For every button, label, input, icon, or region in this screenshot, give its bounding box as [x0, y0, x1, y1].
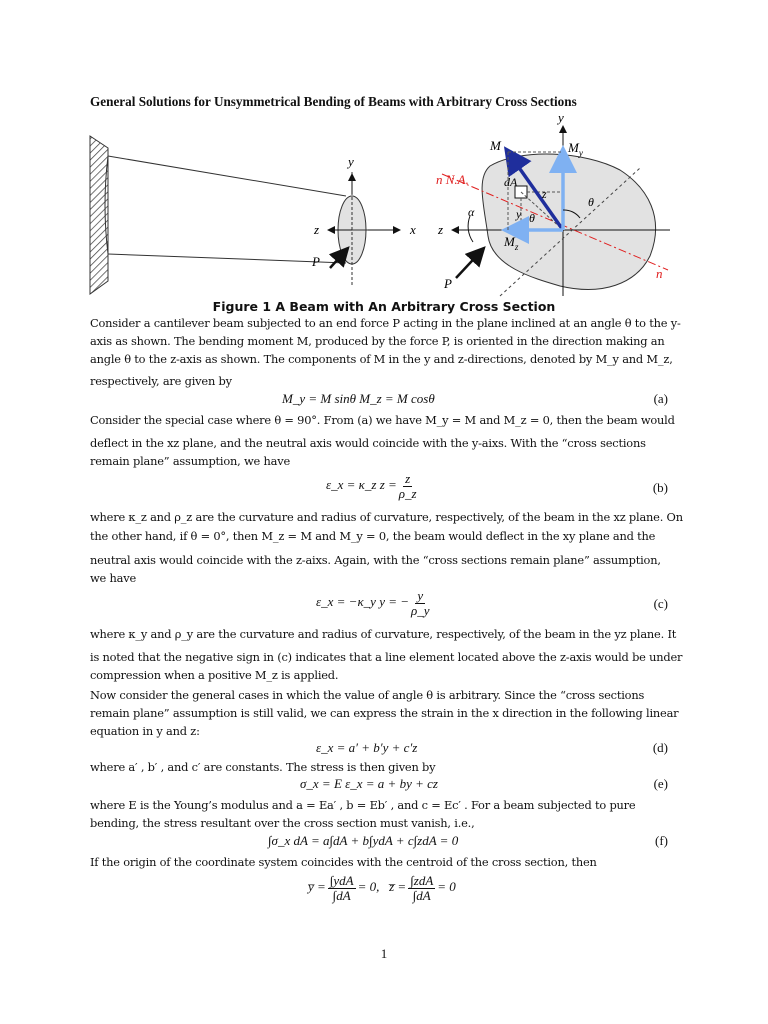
- label-z-right: z: [438, 222, 444, 237]
- page-title: General Solutions for Unsymmetrical Bending of Beams with Arbitrary Cross Sections: [90, 94, 577, 109]
- label-x-left: x: [410, 222, 416, 237]
- paragraph-line: axis as shown. The bending moment M, produced by the force P, is oriented in the direction making an: [90, 334, 665, 348]
- label-y-right: y: [558, 110, 564, 125]
- equation-e: σ_x = E ε_x = a + by + cz: [300, 776, 438, 791]
- label-n: n: [656, 266, 663, 281]
- paragraph-line: bending, the stress resultant over the cross section must vanish, i.e.,: [90, 816, 475, 830]
- paragraph-line: is noted that the negative sign in (c) indicates that a line element located above the z-axis would be under: [90, 650, 683, 664]
- equation-centroid: y̅ = $\frac{\text{∫ydA}}{\int dA}$ = 0, z̅ = $\frac{\text{∫zdA}}{\int dA}$ = 0: [308, 873, 456, 903]
- label-z-left: z: [314, 222, 320, 237]
- label-p-left: P: [312, 254, 320, 269]
- paragraph-line: compression when a positive M_z is applied.: [90, 668, 339, 682]
- paragraph-line: Consider the special case where θ = 90°. From (a) we have M_y = M and M_z = 0, then the beam would: [90, 413, 675, 427]
- label-dA: dA: [504, 175, 518, 189]
- paragraph-line: remain plane” assumption is still valid, we can express the strain in the x direction in the following linear: [90, 706, 679, 720]
- label-z-small: z: [542, 187, 547, 201]
- equation-d: ε_x = a′ + b′y + c′z: [316, 740, 418, 755]
- label-theta-1: θ: [588, 195, 594, 209]
- paragraph-line: where κ_z and ρ_z are the curvature and radius of curvature, respectively, of the beam in the xz plane. On: [90, 510, 683, 524]
- label-y-left: y: [348, 154, 354, 169]
- paragraph-line: we have: [90, 571, 137, 585]
- beam-figure: [80, 106, 680, 301]
- label-mz: $M_z$: [504, 234, 519, 252]
- equation-a: M_y = M sinθ M_z = M cosθ: [282, 391, 435, 406]
- paragraph-line: Now consider the general cases in which the value of angle θ is arbitrary. Since the “cross sections: [90, 688, 645, 702]
- label-my: $M_y$: [568, 140, 583, 158]
- paragraph-line: where E is the Young’s modulus and a = Ea′ , b = Eb′ , and c = Ec′ . For a beam subjected to pure: [90, 798, 636, 812]
- equation-c: ε_x = −κ_y y = − $\frac{y}{\rho\_y}$: [316, 588, 430, 618]
- label-theta-2: θ: [529, 211, 535, 225]
- label-neutral-axis: n N.A.: [436, 172, 469, 187]
- cross-section-drawing: [436, 110, 670, 296]
- equation-b: ε_x = κ_z z = $\frac{z}{\rho\_z}$: [326, 471, 417, 501]
- label-m: M: [490, 138, 501, 153]
- equation-tag-f: (f): [655, 833, 668, 848]
- cantilever-beam-drawing: [90, 136, 416, 294]
- paragraph-line: equation in y and z:: [90, 724, 200, 738]
- paragraph-line: where κ_y and ρ_y are the curvature and radius of curvature, respectively, of the beam in the yz plane. It: [90, 627, 677, 641]
- paragraph-line: where a′ , b′ , and c′ are constants. The stress is then given by: [90, 760, 436, 774]
- paragraph-line: the other hand, if θ = 0°, then M_z = M and M_y = 0, the beam would deflect in the xy plane and the: [90, 529, 656, 543]
- paragraph-line: angle θ to the z-axis as shown. The components of M in the y and z-directions, denoted by M_y and M_z,: [90, 352, 673, 366]
- label-y-small: y: [516, 207, 522, 221]
- paragraph-line: If the origin of the coordinate system coincides with the centroid of the cross section, then: [90, 855, 597, 869]
- paragraph-line: deflect in the xz plane, and the neutral axis would coincide with the y-aixs. With the “cross sections: [90, 436, 646, 450]
- page-number: 1: [380, 946, 388, 961]
- label-alpha: α: [468, 205, 475, 219]
- equation-tag-d: (d): [652, 740, 668, 755]
- label-p-right: P: [444, 276, 452, 291]
- paragraph-line: remain plane” assumption, we have: [90, 454, 291, 468]
- paragraph-line: Consider a cantilever beam subjected to an end force P acting in the plane inclined at an angle θ to the y-: [90, 316, 681, 330]
- paragraph-line: respectively, are given by: [90, 374, 232, 388]
- equation-tag-b: (b): [652, 480, 668, 495]
- equation-f: ∫σ_x dA = a∫dA + b∫ydA + c∫zdA = 0: [268, 833, 459, 848]
- equation-tag-a: (a): [653, 391, 668, 406]
- paragraph-line: neutral axis would coincide with the z-aixs. Again, with the “cross sections remain plane” assumption,: [90, 553, 661, 567]
- figure-caption: Figure 1 A Beam with An Arbitrary Cross Section: [212, 299, 556, 314]
- equation-tag-e: (e): [653, 776, 668, 791]
- equation-tag-c: (c): [653, 596, 668, 611]
